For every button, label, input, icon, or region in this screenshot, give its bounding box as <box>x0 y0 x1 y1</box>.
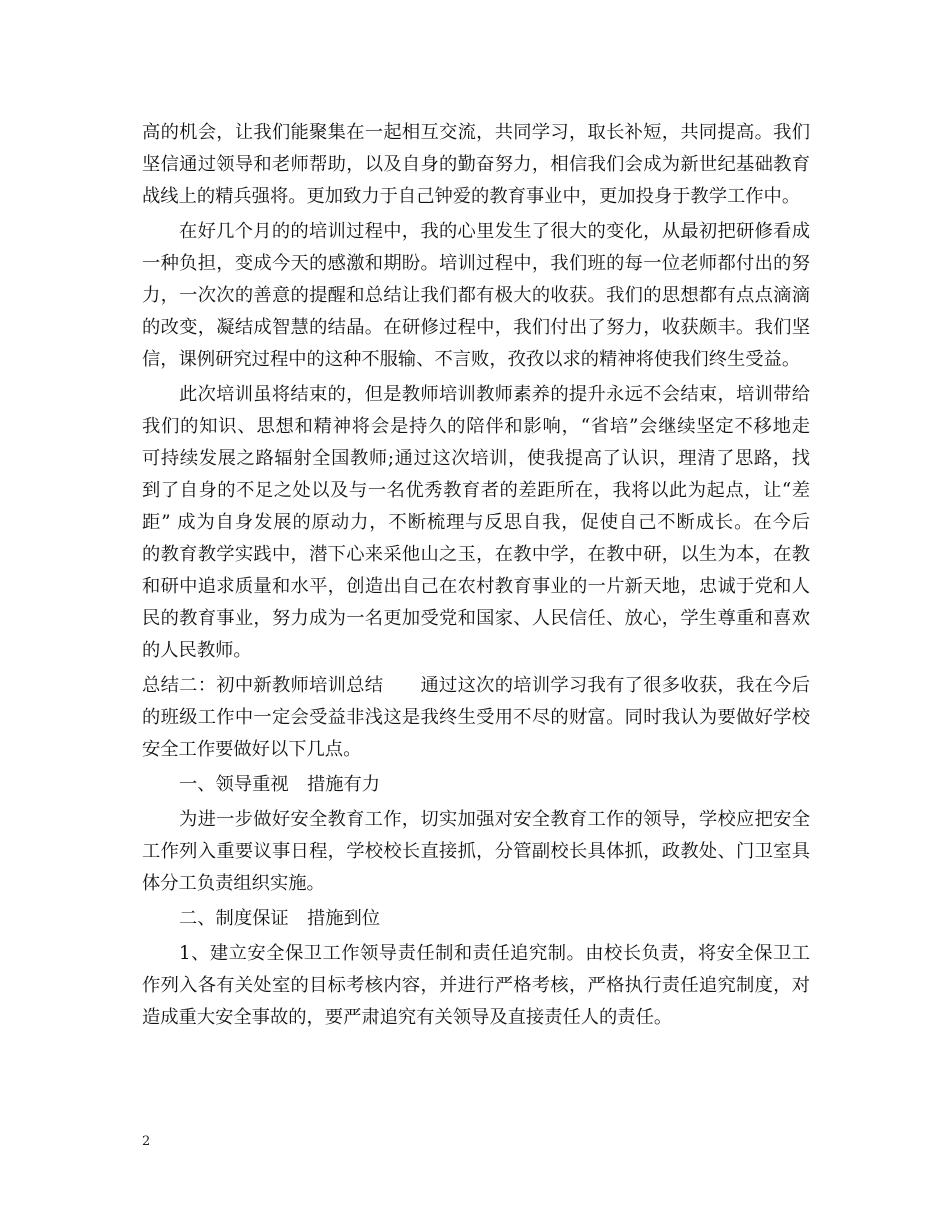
text-line: 二、制度保证 措施到位 <box>179 908 381 929</box>
text-line: 和研中追求质量和水平，创造出自己在农村教育事业的一片新天地，忠诚于党和人 <box>142 576 810 597</box>
text-line: 战线上的精兵强将。更加致力于自己钟爱的教育事业中，更加投身于教学工作中。 <box>142 186 801 207</box>
text-line: 为进一步做好安全教育工作，切实加强对安全教育工作的领导，学校应把安全 <box>179 809 810 830</box>
text-line: 的班级工作中一定会受益非浅这是我终生受用不尽的财富。同时我认为要做好学校 <box>142 707 810 728</box>
text-line: 一种负担，变成今天的感激和期盼。培训过程中，我们班的每一位老师都付出的努 <box>142 253 810 274</box>
text-line: 民的教育事业，努力成为一名更加受党和国家、人民信任、放心，学生尊重和喜欢 <box>142 608 810 629</box>
text-line: 安全工作要做好以下几点。 <box>142 739 362 760</box>
text-line: 可持续发展之路辐射全国教师;通过这次培训，使我提高了认识，理清了思路，找 <box>142 448 810 469</box>
text-line: 造成重大安全事故的，要严肃追究有关领导及直接责任人的责任。 <box>142 1007 673 1028</box>
document-body <box>142 117 810 1037</box>
text-line: 信，课例研究过程中的这种不服输、不言败，孜孜以求的精神将使我们终生受益。 <box>142 349 801 370</box>
paragraph <box>142 938 810 1034</box>
text-line: 工作列入重要议事日程，学校校长直接抓，分管副校长具体抓，政教处、门卫室具 <box>142 841 810 862</box>
paragraph <box>142 903 810 935</box>
text-line: 体分工负责组织实施。 <box>142 873 325 894</box>
text-line: 1、建立安全保卫工作领导责任制和责任追究制。由校长负责，将安全保卫工 <box>179 943 810 964</box>
paragraph <box>142 379 810 667</box>
text-line: 我们的知识、思想和精神将会是持久的陪伴和影响，“省培”会继续坚定不移地走 <box>142 416 810 437</box>
text-line: 的改变，凝结成智慧的结晶。在研修过程中，我们付出了努力，收获颇丰。我们坚 <box>142 317 810 338</box>
text-line: 作列入各有关处室的目标考核内容，并进行严格考核，严格执行责任追究制度，对 <box>142 975 810 996</box>
text-line: 坚信通过领导和老师帮助，以及自身的勤奋努力，相信我们会成为新世纪基础教育 <box>142 154 810 175</box>
text-line: 在好几个月的的培训过程中，我的心里发生了很大的变化，从最初把研修看成 <box>179 221 810 242</box>
paragraph <box>142 804 810 900</box>
text-line: 力，一次次的善意的提醒和总结让我们都有极大的收获。我们的思想都有点点滴滴 <box>142 285 810 306</box>
paragraph <box>142 117 810 213</box>
text-line: 的人民教师。 <box>142 640 252 661</box>
text-line: 的教育教学实践中，潜下心来采他山之玉，在教中学，在教中研，以生为本，在教 <box>142 544 810 565</box>
text-line: 到了自身的不足之处以及与一名优秀教育者的差距所在，我将以此为起点，让“差 <box>142 480 810 501</box>
text-line: 一、领导重视 措施有力 <box>179 774 381 795</box>
text-line: 总结二：初中新教师培训总结 通过这次的培训学习我有了很多收获，我在今后 <box>142 675 810 696</box>
paragraph <box>142 670 810 766</box>
page-number: 2 <box>142 1134 151 1149</box>
paragraph-gap <box>142 1034 810 1037</box>
text-line: 此次培训虽将结束的，但是教师培训教师素养的提升永远不会结束，培训带给 <box>179 384 810 405</box>
paragraph <box>142 769 810 801</box>
text-line: 高的机会，让我们能聚集在一起相互交流，共同学习，取长补短，共同提高。我们 <box>142 122 810 143</box>
text-line: 距” 成为自身发展的原动力，不断梳理与反思自我，促使自己不断成长。在今后 <box>142 512 810 533</box>
paragraph <box>142 216 810 376</box>
